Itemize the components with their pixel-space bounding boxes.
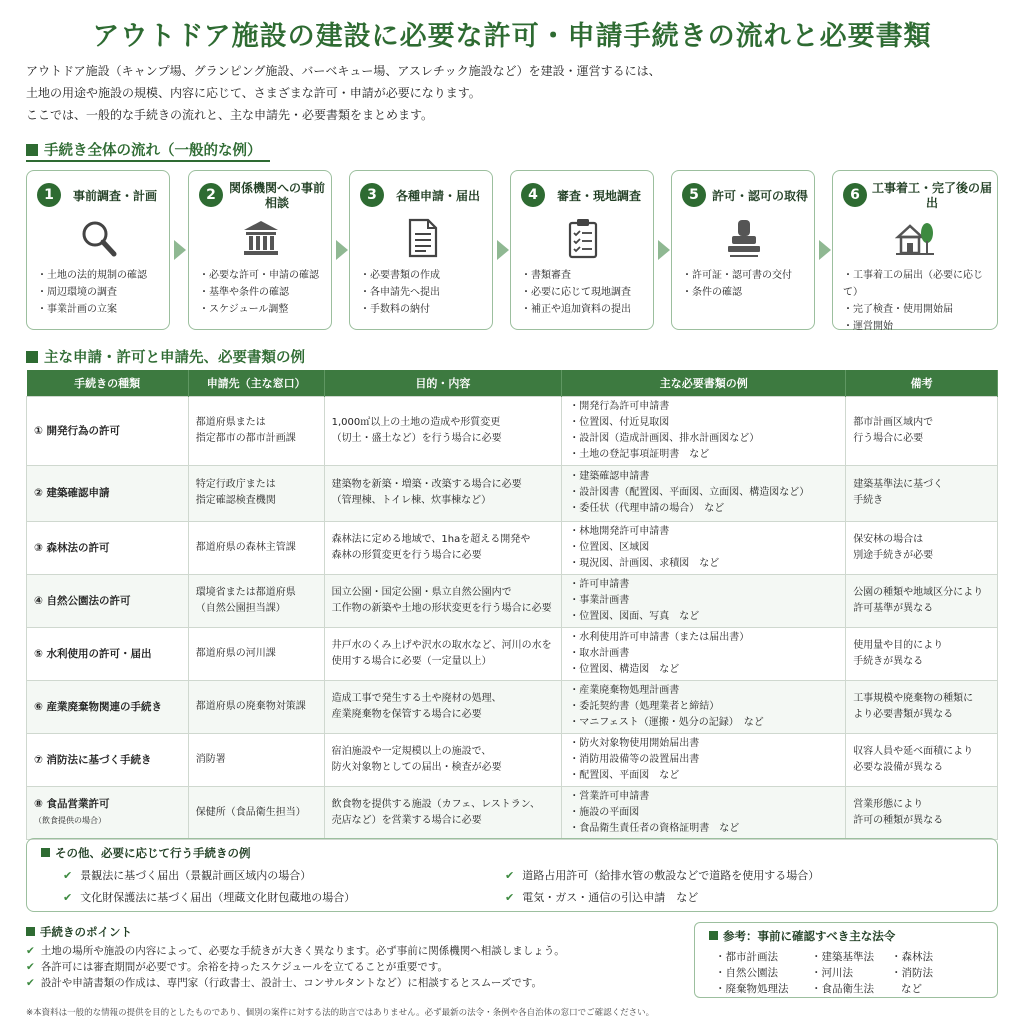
procedure-type: ④ 自然公園法の許可 <box>27 574 189 627</box>
house-tree-icon <box>895 217 935 259</box>
docs-cell <box>562 627 846 680</box>
doc-item: ・食品衛生責任者の資格証明書 など <box>569 822 740 834</box>
procedure-type-cell <box>27 786 189 839</box>
step-item: ・必要な許可・申請の確認 <box>199 270 319 281</box>
purpose-line: 国立公園・国定公園・県立自然公園内で <box>331 586 512 598</box>
note-line: 許可の種類が異なる <box>853 814 944 826</box>
step-item: ・スケジュール調整 <box>199 304 289 315</box>
purpose-line: 使用する場合に必要（一定量以上） <box>331 655 492 667</box>
purpose-line: 宿泊施設や一定規模以上の施設で、 <box>331 745 492 757</box>
intro-text <box>26 60 1006 126</box>
point-text: 各許可には審査期間が必要です。余裕を持ったスケジュールを立てることが重要です。 <box>40 961 449 973</box>
check-icon: ✔ <box>26 945 35 957</box>
other-procedures-box <box>26 838 998 912</box>
step-title: 審査・現地調査 <box>556 188 641 203</box>
law-item: など <box>901 983 922 995</box>
step-item: ・書類審査 <box>521 270 571 281</box>
office-cell <box>188 521 324 574</box>
office-cell <box>188 574 324 627</box>
note-cell <box>846 786 998 839</box>
table-header-row <box>27 370 998 396</box>
step-item: ・周辺環境の調査 <box>37 287 117 298</box>
step-item: ・必要に応じて現地調査 <box>521 287 631 298</box>
purpose-line: 1,000㎡以上の土地の造成や形質変更 <box>331 416 501 428</box>
step-items <box>37 267 147 318</box>
purpose-cell <box>324 733 562 786</box>
law-item: ・廃棄物処理法 <box>715 983 789 995</box>
office-line: 指定確認検査機関 <box>195 495 276 506</box>
step-title: 許可・認可の取得 <box>711 188 808 203</box>
note-cell <box>846 574 998 627</box>
purpose-line: 森林法に定める地域で、1haを超える開発や <box>331 533 531 545</box>
office-cell <box>188 465 324 521</box>
step-title: 関係機関への事前相談 <box>228 181 325 210</box>
note-line: 建築基準法に基づく <box>853 479 944 490</box>
table-heading-text: 主な申請・許可と申請先、必要書類の例 <box>44 350 305 366</box>
procedure-type-sub: （飲食提供の場合） <box>34 816 106 825</box>
checklist-icon <box>563 217 603 259</box>
law-item: ・消防法 <box>891 967 933 979</box>
law-item: ・建築基準法 <box>811 951 874 963</box>
procedure-type: ⑥ 産業廃棄物関連の手続き <box>27 680 189 733</box>
doc-item: ・現況図、計画図、求積図 など <box>569 557 720 569</box>
check-icon: ✔ <box>26 961 35 973</box>
office-line: 指定都市の都市計画課 <box>195 432 296 444</box>
heading-square-icon <box>41 848 50 857</box>
heading-underline <box>26 160 270 162</box>
docs-cell <box>562 680 846 733</box>
doc-item: ・委託契約書（処理業者と締結） <box>569 700 720 712</box>
step-items <box>682 267 792 301</box>
purpose-line: 井戸水のくみ上げや沢水の取水など、河川の水を <box>331 639 552 651</box>
column-header: 手続きの種類 <box>27 370 189 396</box>
other-item-text: 景観法に基づく届出（景観計画区域内の場合） <box>80 869 312 882</box>
note-line: 行う場合に必要 <box>853 432 924 444</box>
step-items <box>199 267 319 318</box>
note-cell <box>846 680 998 733</box>
note-cell <box>846 627 998 680</box>
note-line: 別途手続きが必要 <box>853 549 934 561</box>
other-item-text: 道路占用許可（給排水管の敷設などで道路を使用する場合） <box>522 869 820 882</box>
docs-cell <box>562 396 846 465</box>
law-item: ・森林法 <box>891 951 933 963</box>
doc-item: ・防火対象物使用開始届出書 <box>569 737 700 749</box>
doc-item: ・マニフェスト（運搬・処分の記録） など <box>569 716 764 728</box>
office-line: 消防署 <box>195 753 226 765</box>
doc-item: ・位置図、構造図 など <box>569 663 680 675</box>
document-icon <box>402 217 442 259</box>
stamp-icon <box>724 217 764 259</box>
note-line: 営業形態により <box>853 798 924 810</box>
step-item: ・許可証・認可書の交付 <box>682 270 792 281</box>
step-item: ・必要書類の作成 <box>360 270 440 281</box>
procedure-type: ③ 森林法の許可 <box>27 521 189 574</box>
doc-item: ・水利使用許可申請書（または届出書） <box>569 631 750 643</box>
other-item-text: 電気・ガス・通信の引込申請 など <box>522 891 699 904</box>
office-line: 環境省または都道府県 <box>195 586 296 598</box>
note-cell <box>846 521 998 574</box>
table-row <box>27 786 998 839</box>
law-item: ・河川法 <box>811 967 853 979</box>
step-items <box>843 267 997 335</box>
points-heading <box>26 924 686 940</box>
point-item <box>26 959 686 975</box>
footnote: ※本資料は一般的な情報の提供を目的としたものであり、個別の案件に対する法的助言ではありません。必ず最新の法令・条例や各自治体の窓口でご確認ください。 <box>26 1008 655 1018</box>
doc-item: ・位置図、付近見取図 <box>569 416 670 428</box>
intro-line: 土地の用途や施設の規模、内容に応じて、さまざまな許可・申請が必要になります。 <box>26 86 481 100</box>
step-item: ・条件の確認 <box>682 287 742 298</box>
flow-arrow-icon <box>497 240 509 260</box>
step-item: ・土地の法的規制の確認 <box>37 270 147 281</box>
purpose-line: 建築物を新築・増築・改築する場合に必要 <box>331 479 522 490</box>
purpose-cell <box>324 680 562 733</box>
other-heading-text: その他、必要に応じて行う手続きの例 <box>55 846 251 860</box>
procedure-type: ⑦ 消防法に基づく手続き <box>27 733 189 786</box>
heading-square-icon <box>26 351 38 363</box>
doc-item: ・開発行為許可申請書 <box>569 400 670 412</box>
law-item: ・自然公園法 <box>715 967 778 979</box>
office-line: 保健所（食品衛生担当） <box>195 806 306 818</box>
other-item <box>63 867 311 883</box>
office-cell <box>188 680 324 733</box>
process-flow <box>26 170 998 330</box>
purpose-line: （切土・盛土など）を行う場合に必要 <box>331 432 502 444</box>
note-line: 手続き <box>853 495 884 506</box>
flow-arrow-icon <box>658 240 670 260</box>
point-item <box>26 943 686 959</box>
other-item <box>505 889 698 905</box>
purpose-line: （管理棟、トイレ棟、炊事棟など） <box>331 495 492 506</box>
doc-item: ・設計図書（配置図、平面図、立面図、構造図など） <box>569 487 810 498</box>
doc-item: ・消防用設備等の設置届出書 <box>569 753 700 765</box>
note-line: 必要な設備が異なる <box>853 761 944 773</box>
step-number: 2 <box>199 183 223 207</box>
flow-step-4 <box>510 170 654 330</box>
docs-cell <box>562 521 846 574</box>
doc-item: ・施設の平面図 <box>569 806 640 818</box>
purpose-cell <box>324 521 562 574</box>
note-line: 保安林の場合は <box>853 533 924 545</box>
office-cell <box>188 627 324 680</box>
flow-heading-text: 手続き全体の流れ（一般的な例） <box>44 143 262 159</box>
purpose-cell <box>324 465 562 521</box>
procedure-type: ⑤ 水利使用の許可・届出 <box>27 627 189 680</box>
office-cell <box>188 396 324 465</box>
step-item: ・手数料の納付 <box>360 304 430 315</box>
step-item: ・各申請先へ提出 <box>360 287 440 298</box>
table-row <box>27 627 998 680</box>
purpose-line: 工作物の新築や土地の形状変更を行う場合に必要 <box>331 602 552 614</box>
flow-step-2 <box>188 170 332 330</box>
key-points <box>26 924 686 991</box>
note-cell <box>846 465 998 521</box>
flow-arrow-icon <box>336 240 348 260</box>
government-building-icon <box>241 217 281 259</box>
doc-item: ・建築確認申請書 <box>569 471 650 482</box>
office-line: 特定行政庁または <box>195 479 276 490</box>
search-icon <box>79 217 119 259</box>
step-item: ・完了検査・使用開始届 <box>843 304 953 315</box>
purpose-cell <box>324 574 562 627</box>
heading-square-icon <box>709 931 718 940</box>
doc-item: ・許可申請書 <box>569 578 630 590</box>
page-title: アウトドア施設の建設に必要な許可・申請手続きの流れと必要書類 <box>92 21 932 52</box>
doc-item: ・営業許可申請書 <box>569 790 650 802</box>
note-line: 手続きが異なる <box>853 655 924 667</box>
doc-item: ・産業廃棄物処理計画書 <box>569 684 680 696</box>
flow-section-heading <box>26 139 262 160</box>
doc-item: ・配置図、平面図 など <box>569 769 680 781</box>
note-line: 公園の種類や地域区分により <box>853 586 984 598</box>
note-line: 収容人員や延べ面積により <box>853 745 974 757</box>
flow-step-6 <box>832 170 998 330</box>
purpose-cell <box>324 786 562 839</box>
table-section-heading <box>26 346 305 367</box>
office-line: 都道府県または <box>195 416 266 428</box>
procedure-type: ⑧ 食品営業許可 <box>34 798 110 810</box>
step-title: 事前調査・計画 <box>72 188 157 203</box>
note-line: 工事規模や廃棄物の種類に <box>853 692 974 704</box>
office-line: （自然公園担当課） <box>195 602 286 614</box>
step-number: 5 <box>682 183 706 207</box>
step-item: ・基準や条件の確認 <box>199 287 289 298</box>
reference-heading <box>709 928 895 944</box>
step-title: 工事着工・完了後の届出 <box>871 181 992 210</box>
reference-laws-box <box>694 922 998 998</box>
points-heading-text: 手続きのポイント <box>40 925 132 939</box>
purpose-line: 飲食物を提供する施設（カフェ、レストラン、 <box>331 798 540 810</box>
point-text: 土地の場所や施設の内容によって、必要な手続きが大きく異なります。必ず事前に関係機関へ相談しましょう。 <box>40 945 565 957</box>
intro-line: アウトドア施設（キャンプ場、グランピング施設、バーベキュー場、アスレチック施設など）を建設・運営するには、 <box>26 64 661 78</box>
check-icon: ✔ <box>505 869 515 882</box>
flow-step-5 <box>671 170 815 330</box>
note-line: 都市計画区域内で <box>853 416 934 428</box>
note-line: 許可基準が異なる <box>853 602 934 614</box>
note-line: より必要書類が異なる <box>853 708 954 720</box>
check-icon: ✔ <box>26 977 35 989</box>
other-item-text: 文化財保護法に基づく届出（埋蔵文化財包蔵地の場合） <box>80 891 356 904</box>
flow-step-1 <box>26 170 170 330</box>
purpose-line: 造成工事で発生する土や廃材の処理、 <box>331 692 502 704</box>
doc-item: ・土地の登記事項証明書 など <box>569 448 710 460</box>
law-item: ・都市計画法 <box>715 951 778 963</box>
purpose-line: 防火対象物としての届出・検査が必要 <box>331 761 502 773</box>
table-row <box>27 574 998 627</box>
purpose-line: 森林の形質変更を行う場合に必要 <box>331 549 482 561</box>
intro-line: ここでは、一般的な手続きの流れと、主な申請先・必要書類をまとめます。 <box>26 108 434 122</box>
check-icon: ✔ <box>63 869 73 882</box>
purpose-cell <box>324 627 562 680</box>
office-line: 都道府県の森林主管課 <box>195 541 296 553</box>
doc-item: ・取水計画書 <box>569 647 630 659</box>
step-item: ・運営開始 <box>843 321 893 332</box>
column-header: 目的・内容 <box>324 370 562 396</box>
flow-arrow-icon <box>174 240 186 260</box>
table-row <box>27 465 998 521</box>
purpose-cell <box>324 396 562 465</box>
step-number: 1 <box>37 183 61 207</box>
check-icon: ✔ <box>63 891 73 904</box>
purpose-line: 産業廃棄物を保管する場合に必要 <box>331 708 482 720</box>
step-number: 3 <box>360 183 384 207</box>
step-items <box>360 267 440 318</box>
note-cell <box>846 733 998 786</box>
doc-item: ・林地開発許可申請書 <box>569 525 670 537</box>
step-item: ・事業計画の立案 <box>37 304 117 315</box>
doc-item: ・委任状（代理申請の場合） など <box>569 503 725 514</box>
point-text: 設計や申請書類の作成は、専門家（行政書士、設計士、コンサルタントなど）に相談するとスムーズです。 <box>40 977 542 989</box>
doc-item: ・設計図（造成計画図、排水計画図など） <box>569 432 760 444</box>
doc-item: ・位置図、区域図 <box>569 541 650 553</box>
column-header: 申請先（主な窓口） <box>188 370 324 396</box>
permits-table <box>26 370 998 840</box>
table-row <box>27 396 998 465</box>
doc-item: ・事業計画書 <box>569 594 630 606</box>
doc-item: ・位置図、図面、写真 など <box>569 610 700 622</box>
other-item <box>63 889 355 905</box>
office-cell <box>188 733 324 786</box>
column-header: 主な必要書類の例 <box>562 370 846 396</box>
office-cell <box>188 786 324 839</box>
other-item <box>505 867 819 883</box>
docs-cell <box>562 465 846 521</box>
table-row <box>27 521 998 574</box>
other-heading <box>41 845 251 861</box>
procedure-type: ② 建築確認申請 <box>27 465 189 521</box>
reference-heading-text: 参考：事前に確認すべき主な法令 <box>723 929 896 943</box>
docs-cell <box>562 786 846 839</box>
procedure-type: ① 開発行為の許可 <box>27 396 189 465</box>
law-item: ・食品衛生法 <box>811 983 874 995</box>
step-item: ・補正や追加資料の提出 <box>521 304 631 315</box>
heading-square-icon <box>26 927 35 936</box>
check-icon: ✔ <box>505 891 515 904</box>
step-number: 4 <box>521 183 545 207</box>
table-row <box>27 680 998 733</box>
purpose-line: 売店など）を営業する場合に必要 <box>331 814 482 826</box>
step-item: ・工事着工の届出（必要に応じて） <box>843 270 983 298</box>
office-line: 都道府県の廃棄物対策課 <box>195 700 306 712</box>
note-cell <box>846 396 998 465</box>
flow-arrow-icon <box>819 240 831 260</box>
step-number: 6 <box>843 183 867 207</box>
step-items <box>521 267 631 318</box>
point-item <box>26 975 686 991</box>
table-row <box>27 733 998 786</box>
step-title: 各種申請・届出 <box>395 188 480 203</box>
docs-cell <box>562 574 846 627</box>
heading-square-icon <box>26 144 38 156</box>
note-line: 使用量や目的により <box>853 639 944 651</box>
column-header: 備考 <box>846 370 998 396</box>
flow-step-3 <box>349 170 493 330</box>
office-line: 都道府県の河川課 <box>195 647 276 659</box>
docs-cell <box>562 733 846 786</box>
